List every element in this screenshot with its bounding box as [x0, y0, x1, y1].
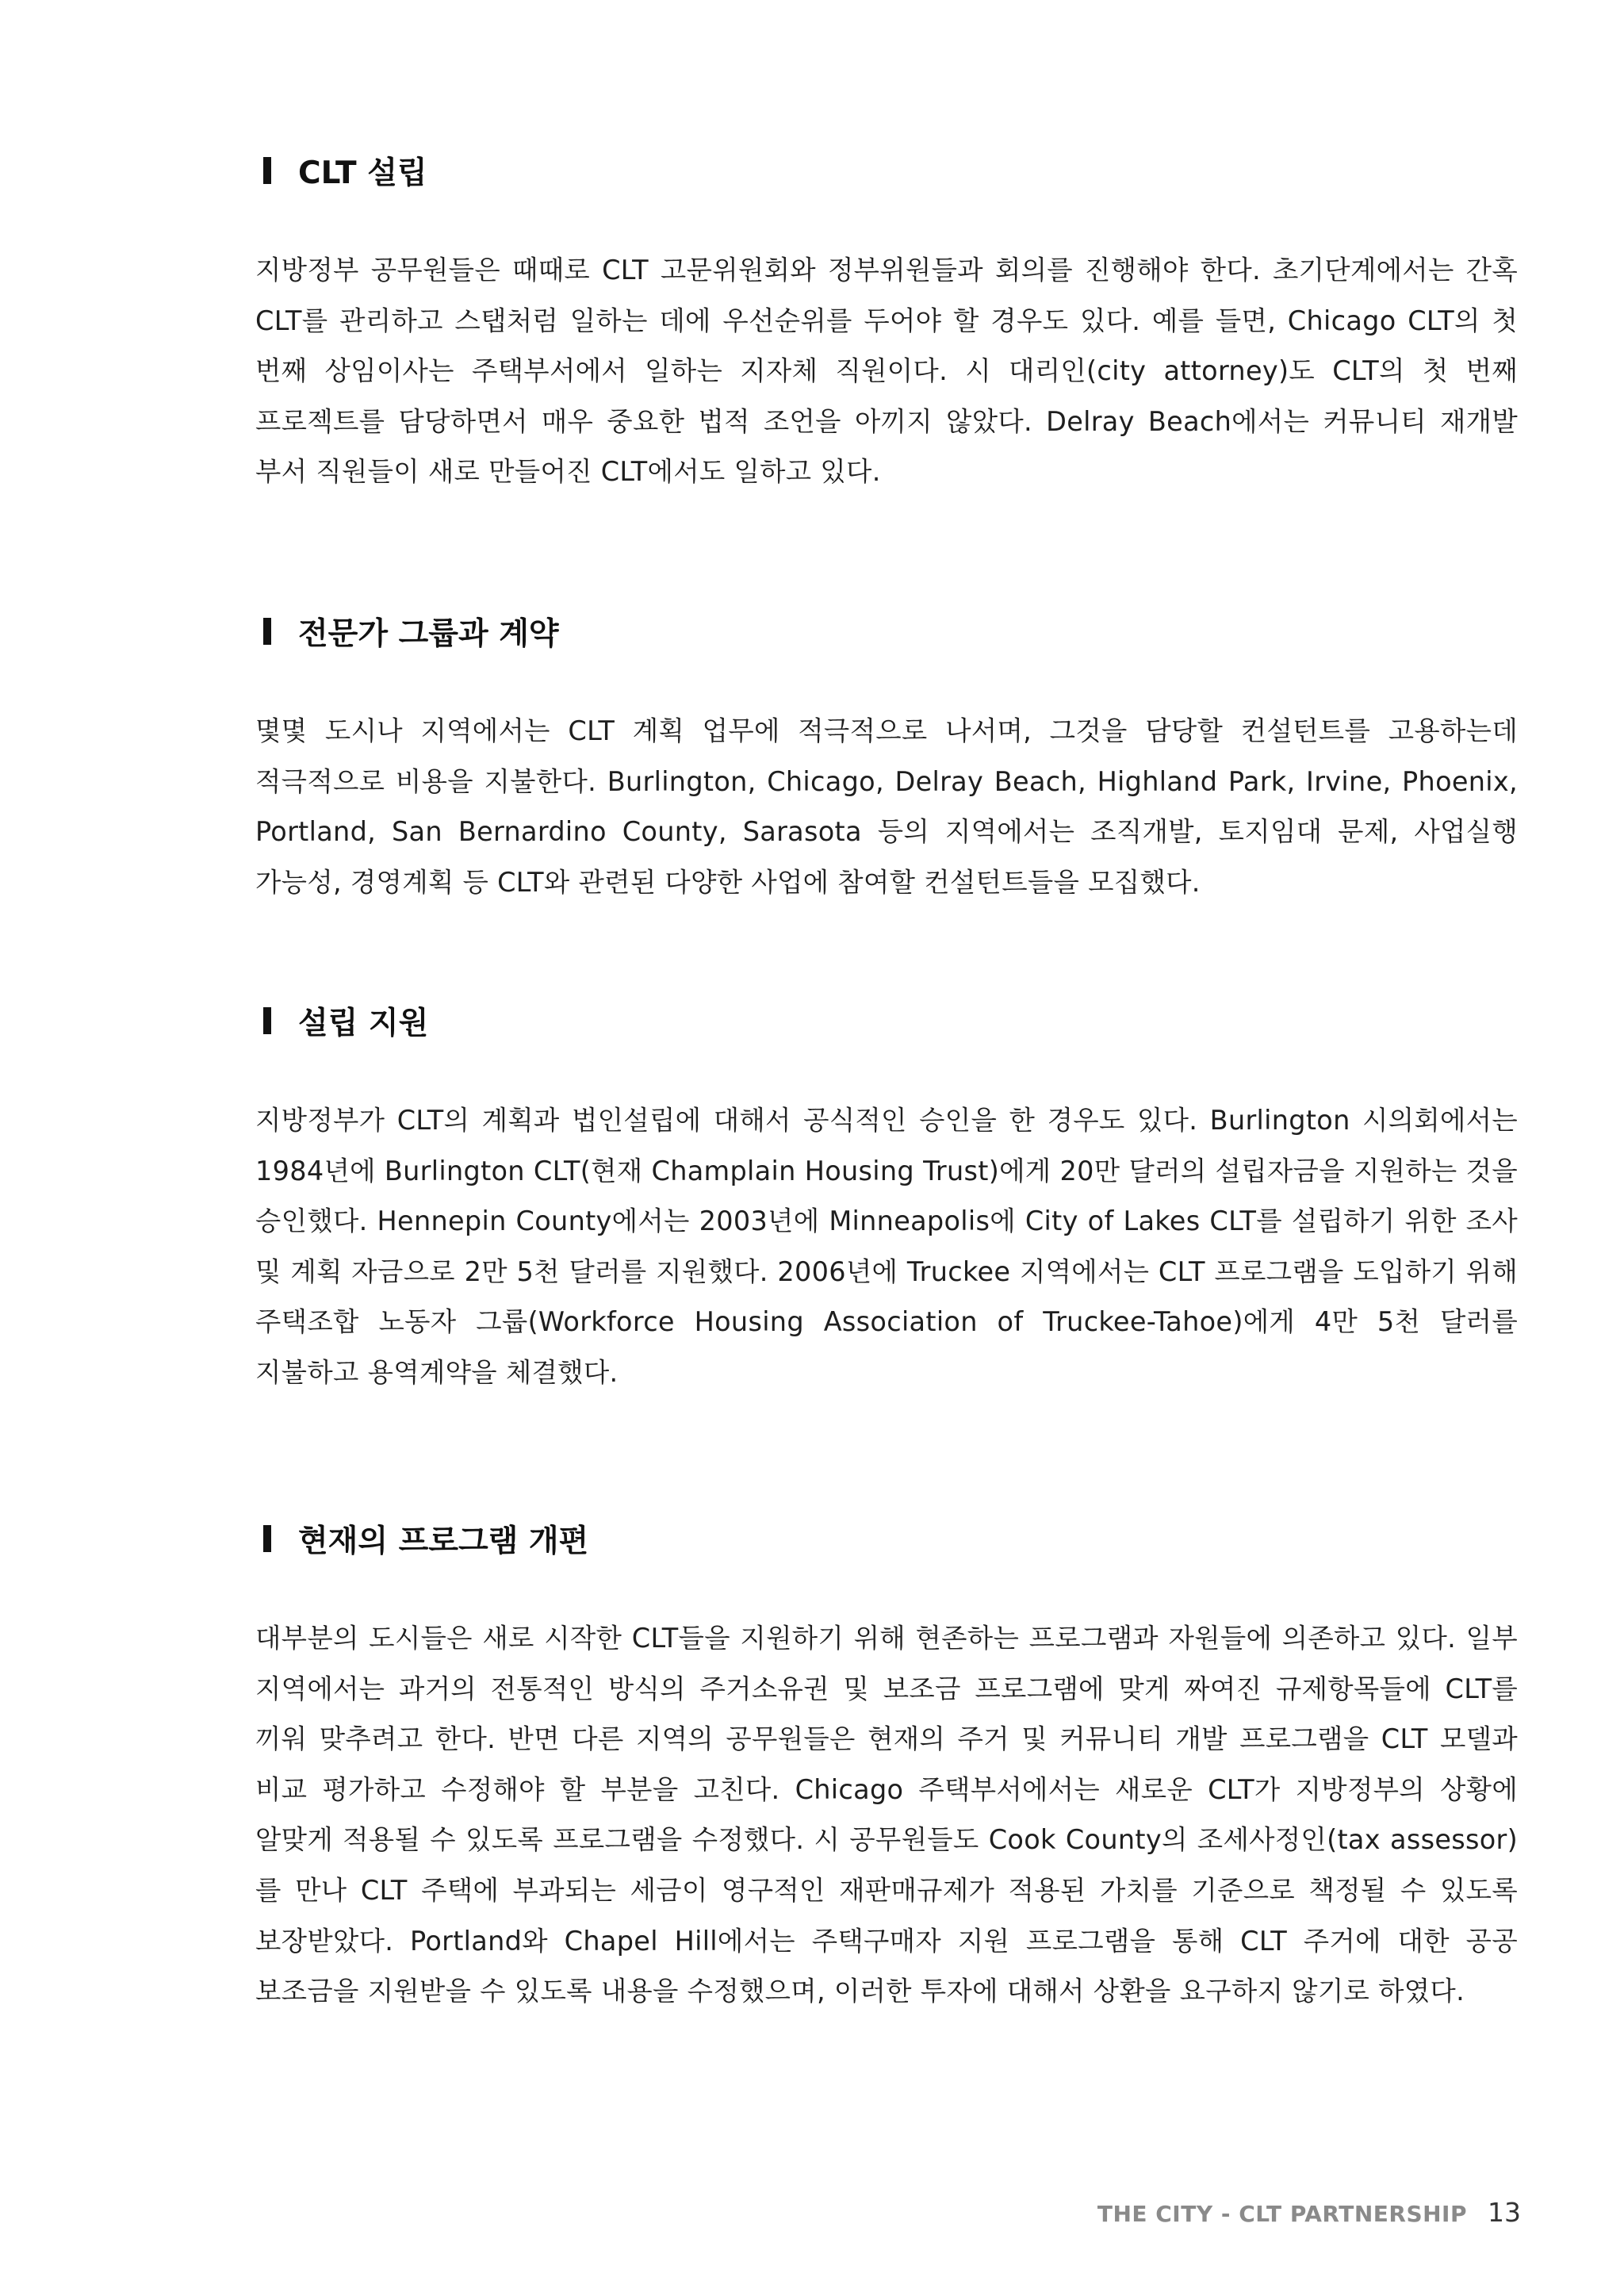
- heading-bar-icon: [263, 157, 271, 184]
- section-body: 몇몇 도시나 지역에서는 CLT 계획 업무에 적극적으로 나서며, 그것을 담당할 컨설턴트를 고용하는데 적극적으로 비용을 지불한다. Burlington, Chicago, Delray Beach, Highland Park, Irvine, Phoenix, Portland, San Bernardino County, Sarasota 등의 지역에서는 조직개발, 토지임대 문제, 사업실행 가능성, 경영계획 등 CLT와 관련된 다양한 사업에 참여할 컨설턴트들을 모집했다.: [255, 715, 1518, 898]
- section-establishment-support: [255, 997, 1518, 1398]
- section-clt-establishment: [255, 147, 1518, 497]
- section-body: 대부분의 도시들은 새로 시작한 CLT들을 지원하기 위해 현존하는 프로그램과 자원들에 의존하고 있다. 일부 지역에서는 과거의 전통적인 방식의 주거소유권 및 보조금 프로그램에 맞게 짜여진 규제항목들에 CLT를 끼워 맞추려고 한다. 반면 다른 지역의 공무원들은 현재의 주거 및 커뮤니티 개발 프로그램을 CLT 모델과 비교 평가하고 수정해야 할 부분을 고친다. Chicago 주택부서에서는 새로운 CLT가 지방정부의 상황에 알맞게 적용될 수 있도록 프로그램을 수정했다. 시 공무원들도 Cook County의 조세사정인(tax assessor)를 만나 CLT 주택에 부과되는 세금이 영구적인 재판매규제가 적용된 가치를 기준으로 책정될 수 있도록 보장받았다. Portland와 Chapel Hill에서는 주택구매자 지원 프로그램을 통해 CLT 주거에 대한 공공 보조금을 지원받을 수 있도록 내용을 수정했으며, 이러한 투자에 대해서 상환을 요구하지 않기로 하였다.: [255, 1623, 1518, 2007]
- section-body: 지방정부 공무원들은 때때로 CLT 고문위원회와 정부위원들과 회의를 진행해야 한다. 초기단계에서는 간혹 CLT를 관리하고 스탭처럼 일하는 데에 우선순위를 두어야 할 경우도 있다. 예를 들면, Chicago CLT의 첫 번째 상임이사는 주택부서에서 일하는 지자체 직원이다. 시 대리인(city attorney)도 CLT의 첫 번째 프로젝트를 담당하면서 매우 중요한 법적 조언을 아끼지 않았다. Delray Beach에서는 커뮤니티 재개발 부서 직원들이 새로 만들어진 CLT에서도 일하고 있다.: [255, 255, 1518, 488]
- page-footer: [1097, 2197, 1521, 2228]
- heading-bar-icon: [263, 1525, 271, 1552]
- section-heading: [255, 1515, 1518, 1562]
- footer-title: THE CITY - CLT PARTNERSHIP: [1097, 2201, 1467, 2227]
- section-heading: [255, 147, 1518, 194]
- section-body: 지방정부가 CLT의 계획과 법인설립에 대해서 공식적인 승인을 한 경우도 있다. Burlington 시의회에서는 1984년에 Burlington CLT(현재 Champlain Housing Trust)에게 20만 달러의 설립자금을 지원하는 것을 승인했다. Hennepin County에서는 2003년에 Minneapolis에 City of Lakes CLT를 설립하기 위한 조사 및 계획 자금으로 2만 5천 달러를 지원했다. 2006년에 Truckee 지역에서는 CLT 프로그램을 도입하기 위해 주택조합 노동자 그룹(Workforce Housing Association of Truckee-Tahoe)에게 4만 5천 달러를 지불하고 용역계약을 체결했다.: [255, 1105, 1518, 1388]
- section-heading-text: 전문가 그룹과 계약: [298, 616, 559, 652]
- section-heading-text: 현재의 프로그램 개편: [298, 1524, 589, 1559]
- section-program-reform: [255, 1515, 1518, 2017]
- section-heading-text: 설립 지원: [298, 1006, 429, 1041]
- heading-bar-icon: [263, 1007, 271, 1034]
- section-expert-contracts: [255, 608, 1518, 907]
- section-heading: [255, 608, 1518, 655]
- section-heading-text: CLT 설립: [298, 155, 427, 191]
- page-number: 13: [1488, 2197, 1521, 2228]
- section-heading: [255, 997, 1518, 1045]
- heading-bar-icon: [263, 618, 271, 645]
